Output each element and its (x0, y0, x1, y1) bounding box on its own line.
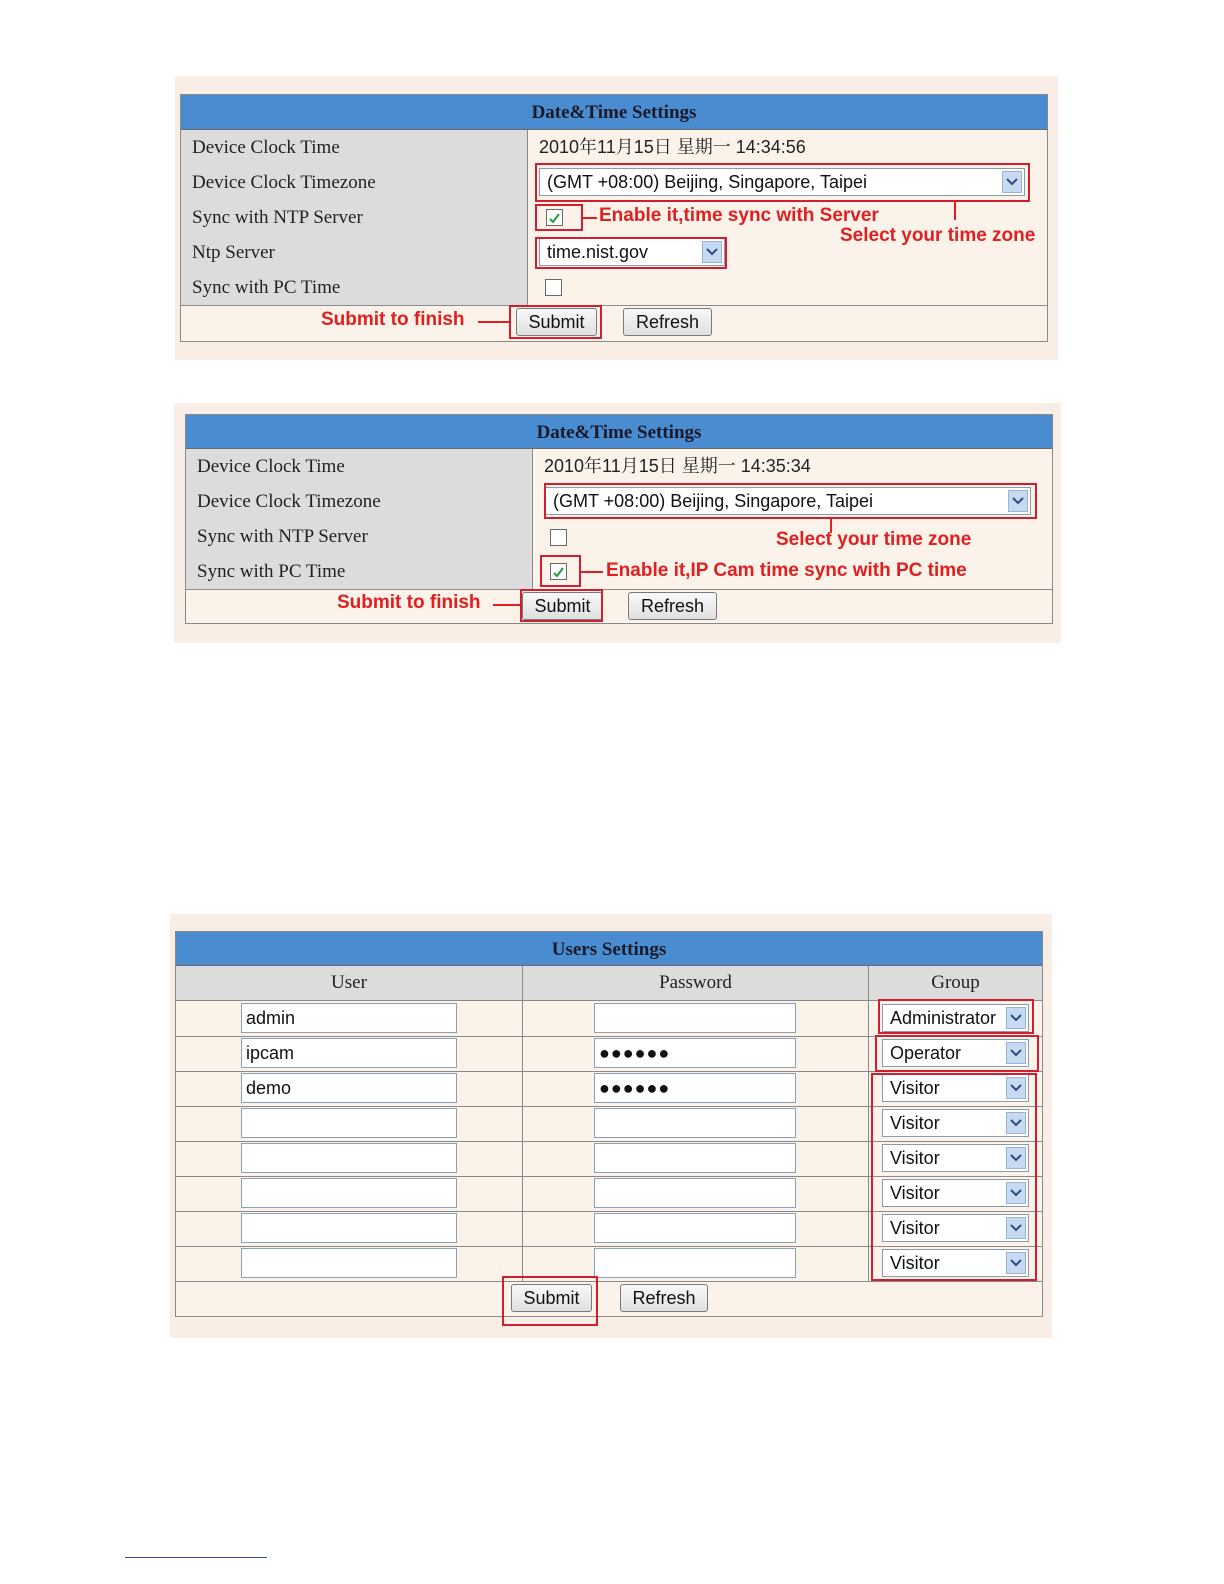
datetime-table-2 (185, 414, 1053, 624)
user-input[interactable] (241, 1213, 457, 1243)
footnote-divider (125, 1557, 267, 1558)
annotation-enable-pc: Enable it,IP Cam time sync with PC time (606, 560, 967, 581)
ntp-sync-label: Sync with NTP Server (181, 200, 528, 235)
password-input[interactable] (594, 1003, 796, 1033)
user-input[interactable] (241, 1108, 457, 1138)
timezone-select-value: (GMT +08:00) Beijing, Singapore, Taipei (547, 172, 868, 192)
group-select-value: Operator (890, 1043, 962, 1063)
ntp-server-select-value: time.nist.gov (547, 242, 649, 262)
group-select-value: Visitor (890, 1113, 940, 1133)
ntp-server-label: Ntp Server (181, 235, 528, 270)
clock-time-label: Device Clock Time (186, 449, 533, 484)
col-header-group: Group (869, 966, 1042, 1000)
password-input[interactable] (594, 1248, 796, 1278)
timezone-highlight-box (544, 483, 1037, 519)
timezone-select-value: (GMT +08:00) Beijing, Singapore, Taipei (553, 491, 874, 511)
panel-title: Date&Time Settings (186, 415, 1052, 449)
visitor-groups-highlight-box (871, 1073, 1037, 1281)
submit-button[interactable]: Submit (511, 1284, 592, 1312)
user-input[interactable]: ipcam (241, 1038, 457, 1068)
timezone-label: Device Clock Timezone (181, 165, 528, 200)
password-input[interactable]: ●●●●●● (594, 1073, 796, 1103)
password-cell (523, 1141, 869, 1176)
row-clock-time (181, 130, 1047, 166)
pc-sync-highlight-box (540, 555, 581, 587)
user-cell (176, 1246, 523, 1281)
callout-line (478, 321, 510, 323)
user-input[interactable] (241, 1248, 457, 1278)
pc-sync-label: Sync with PC Time (181, 270, 528, 305)
pc-sync-cell (528, 270, 1047, 305)
col-header-password: Password (523, 966, 869, 1000)
annotation-enable-ntp: Enable it,time sync with Server (599, 205, 879, 226)
group-select-value: Visitor (890, 1183, 940, 1203)
password-input[interactable] (594, 1213, 796, 1243)
submit-highlight-box (502, 1276, 598, 1326)
user-input[interactable]: admin (241, 1003, 457, 1033)
clock-time-label: Device Clock Time (181, 130, 528, 165)
user-cell (176, 1141, 523, 1176)
callout-line (583, 217, 597, 219)
refresh-button[interactable]: Refresh (628, 592, 717, 620)
group-select-value: Visitor (890, 1078, 940, 1098)
datetime-panel-2 (174, 403, 1061, 643)
submit-button[interactable]: Submit (522, 592, 603, 620)
admin-group-highlight-box (878, 999, 1034, 1034)
ntp-sync-label: Sync with NTP Server (186, 519, 533, 554)
annotation-select-timezone: Select your time zone (776, 529, 972, 550)
annotation-submit: Submit to finish (337, 592, 481, 613)
callout-line (581, 571, 603, 573)
submit-button[interactable]: Submit (516, 308, 597, 336)
user-cell (176, 1036, 523, 1071)
submit-highlight-box (520, 589, 603, 622)
ntp-sync-highlight-box (535, 204, 583, 231)
col-header-user: User (176, 966, 523, 1000)
password-cell (523, 1036, 869, 1071)
user-input[interactable] (241, 1178, 457, 1208)
timezone-label: Device Clock Timezone (186, 484, 533, 519)
clock-time-value: 2010年11月15日 星期一 14:35:34 (533, 449, 1052, 484)
user-cell (176, 1071, 523, 1106)
row-pc-sync (181, 270, 1047, 306)
password-cell (523, 1176, 869, 1211)
password-input[interactable]: ●●●●●● (594, 1038, 796, 1068)
password-cell (523, 1001, 869, 1036)
refresh-button[interactable]: Refresh (620, 1284, 708, 1312)
user-cell (176, 1211, 523, 1246)
group-select-value: Visitor (890, 1218, 940, 1238)
password-input[interactable] (594, 1178, 796, 1208)
pc-sync-checkbox[interactable] (545, 279, 562, 296)
user-cell (176, 1176, 523, 1211)
row-actions (181, 305, 1047, 340)
group-select-value: Administrator (890, 1008, 997, 1028)
password-cell (523, 1211, 869, 1246)
user-input[interactable]: demo (241, 1073, 457, 1103)
refresh-button[interactable]: Refresh (623, 308, 712, 336)
group-select-value: Visitor (890, 1253, 940, 1273)
password-input[interactable] (594, 1143, 796, 1173)
submit-highlight-box (509, 305, 602, 339)
clock-time-value: 2010年11月15日 星期一 14:34:56 (528, 130, 1047, 165)
panel-title: Date&Time Settings (181, 95, 1047, 130)
ntp-server-highlight-box (535, 237, 727, 269)
ntp-sync-checkbox[interactable] (550, 529, 567, 546)
operator-group-highlight-box (875, 1035, 1039, 1072)
row-clock-time (186, 449, 1052, 485)
callout-line (954, 202, 956, 220)
row-actions (176, 1281, 1042, 1316)
users-title: Users Settings (176, 932, 1042, 966)
password-input[interactable] (594, 1108, 796, 1138)
password-cell (523, 1071, 869, 1106)
timezone-highlight-box (535, 163, 1030, 202)
annotation-select-timezone: Select your time zone (840, 225, 1036, 246)
user-cell (176, 1106, 523, 1141)
user-cell (176, 1001, 523, 1036)
users-header-row (176, 966, 1042, 1001)
pc-sync-label: Sync with PC Time (186, 554, 533, 589)
password-cell (523, 1106, 869, 1141)
callout-line (493, 604, 521, 606)
group-select-value: Visitor (890, 1148, 940, 1168)
row-actions (186, 589, 1052, 623)
annotation-submit: Submit to finish (321, 309, 465, 330)
user-input[interactable] (241, 1143, 457, 1173)
